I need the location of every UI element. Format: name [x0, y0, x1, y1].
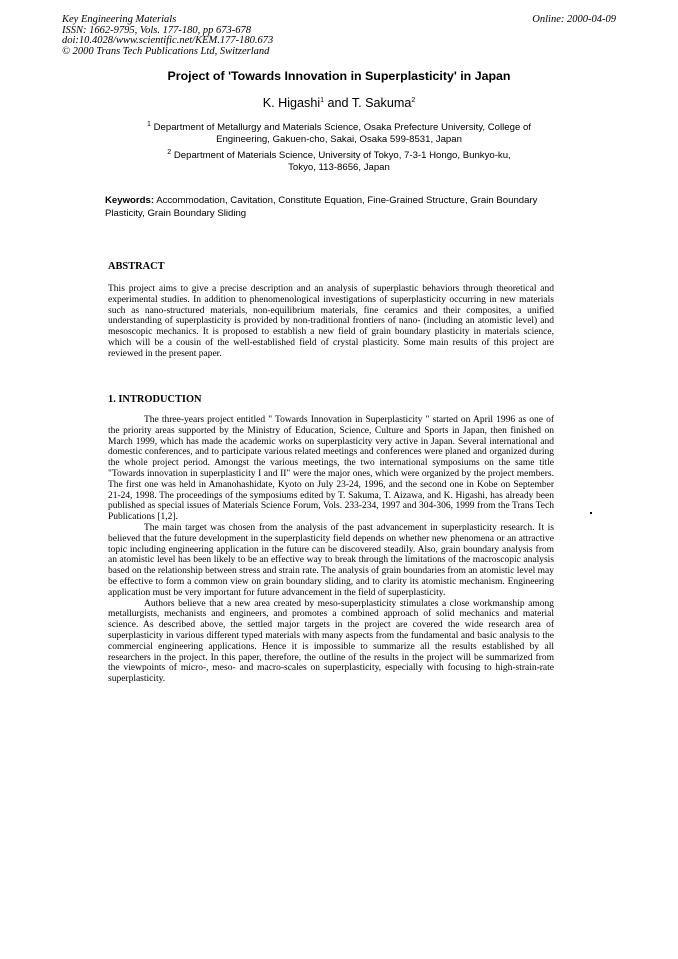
keywords-text: Accommodation, Cavitation, Constitute Equation, Fine-Grained Structure, Grain Boundary Plasticity, Grain Boundary Sliding — [105, 195, 538, 219]
journal-name: Key Engineering Materials — [62, 14, 177, 25]
keywords — [105, 194, 560, 220]
affiliation-1-mark: 1 — [147, 120, 151, 128]
abstract-paragraph: This project aims to give a precise description and an analysis of superplastic behaviors through theoretical and experimental studies. In addition to phenomenological investigations of superplasticity occurring in new materials such as nano-structured materials, non-equilibrium materials, fine ceramics and their composites, a unified understanding of superplasticity is provided by non-traditional frontiers of nano- (including an atomistic level) and mesoscopic mechanics. It is proposed to establish a new field of grain boundary plasticity in materials science, which will be a cousin of the well-established field of crystal plasticity. Some main results of this project are reviewed in the present paper. — [108, 284, 554, 359]
author-conjunction: and — [324, 96, 352, 110]
affiliation-2-mark: 2 — [167, 148, 172, 156]
publication-header — [62, 15, 622, 57]
author-2: T. Sakuma — [351, 96, 412, 110]
affiliation-2-line-2: Tokyo, 113-8656, Japan — [288, 162, 390, 174]
keywords-label: Keywords: — [105, 195, 155, 206]
introduction-paragraph-1: The three-years project entitled " Towards Innovation in Superplasticity " started on April 1996 as one of the priority areas supported by the Ministry of Education, Science, Culture and Sports in Japan, then finished on March 1999, which has made the academic works on superplasticity very active in Japan. Several international and domestic conferences, and to participate various related meetings and conferences were planed and organized during the whole project period. Amongst the various meetings, the two international symposiums on the same title "Towards innovation in superplasticity I and II" were the major ones, which were organized by the project members. The first one was held in Amanohashidate, Kyoto on July 23-24, 1996, and the second one in Kobe on September 21-24, 1998. The proceedings of the symposiums edited by T. Sakuma, T. Aizawa, and K. Higashi, has already been published as special issues of Materials Science Forum, Vols. 233-234, 1997 and 304-306, 1999 from the Trans Tech Publications [1,2]. — [108, 415, 554, 523]
affiliation-1 — [110, 122, 568, 147]
doi-line: doi:10.4028/www.scientific.net/KEM.177-180.673 — [62, 35, 274, 47]
scan-speck — [590, 512, 592, 514]
issn-line: ISSN: 1662-9795, Vols. 177-180, pp 673-678 — [62, 24, 251, 36]
author-1-affiliation-mark: 1 — [320, 96, 325, 104]
introduction-paragraph-3: Authors believe that a new area created by meso-superplasticity stimulates a close workmanship among metallurgists, mechanists and engineers, and promotes a combined approach of solid mechanics and material science. As described above, the settled major targets in the project are covered the wide research area of superplasticity in various different typed materials with many aspects from the fundamental and basic analysis to the commercial engineering applications. Hence it is impossible to summarize all the results established by all researchers in the project. In this paper, therefore, the outline of the results in the project will be summarized from the viewpoints of micro-, meso- and macro-scales on superplasticity, especially with focusing to high-strain-rate superplasticity. — [108, 598, 554, 685]
affiliation-1-line-2: Engineering, Gakuen-cho, Sakai, Osaka 599-8531, Japan — [216, 134, 462, 146]
introduction-paragraph-2: The main target was chosen from the analysis of the past advancement in superplasticity research. It is believed that the future development in the superplasticity field depends on whether new phenomena or an attractive topic including engineering application in the future can be discovered steadily. Also, grain boundary analysis from an atomistic level has been likely to be an effective way to break through the limitations of the macroscopic analysis based on the relationship between stress and strain rate. The analysis of grain boundaries from an atomistic level may be effective to form a common view on grain boundary sliding, and to clarity its atomistic mechanism. Engineering application must be very important for future advancement in the field of superplasticity. — [108, 522, 554, 598]
affiliation-2 — [110, 150, 568, 175]
paper-title: Project of 'Towards Innovation in Superplasticity' in Japan — [167, 69, 511, 83]
affiliation-1-line-1: Department of Metallurgy and Materials Science, Osaka Prefecture University, College of — [153, 122, 531, 133]
author-line — [0, 96, 678, 110]
online-date: Online: 2000-04-09 — [532, 14, 616, 25]
author-2-affiliation-mark: 2 — [411, 96, 416, 104]
copyright-line: © 2000 Trans Tech Publications Ltd, Switzerland — [62, 45, 270, 57]
introduction-heading: 1. INTRODUCTION — [108, 394, 202, 405]
abstract-body — [108, 284, 554, 360]
introduction-body — [108, 415, 554, 685]
affiliation-2-line-1: Department of Materials Science, University of Tokyo, 7-3-1 Hongo, Bunkyo-ku, — [173, 150, 511, 161]
author-1: K. Higashi — [262, 96, 321, 110]
abstract-heading: ABSTRACT — [108, 261, 165, 272]
